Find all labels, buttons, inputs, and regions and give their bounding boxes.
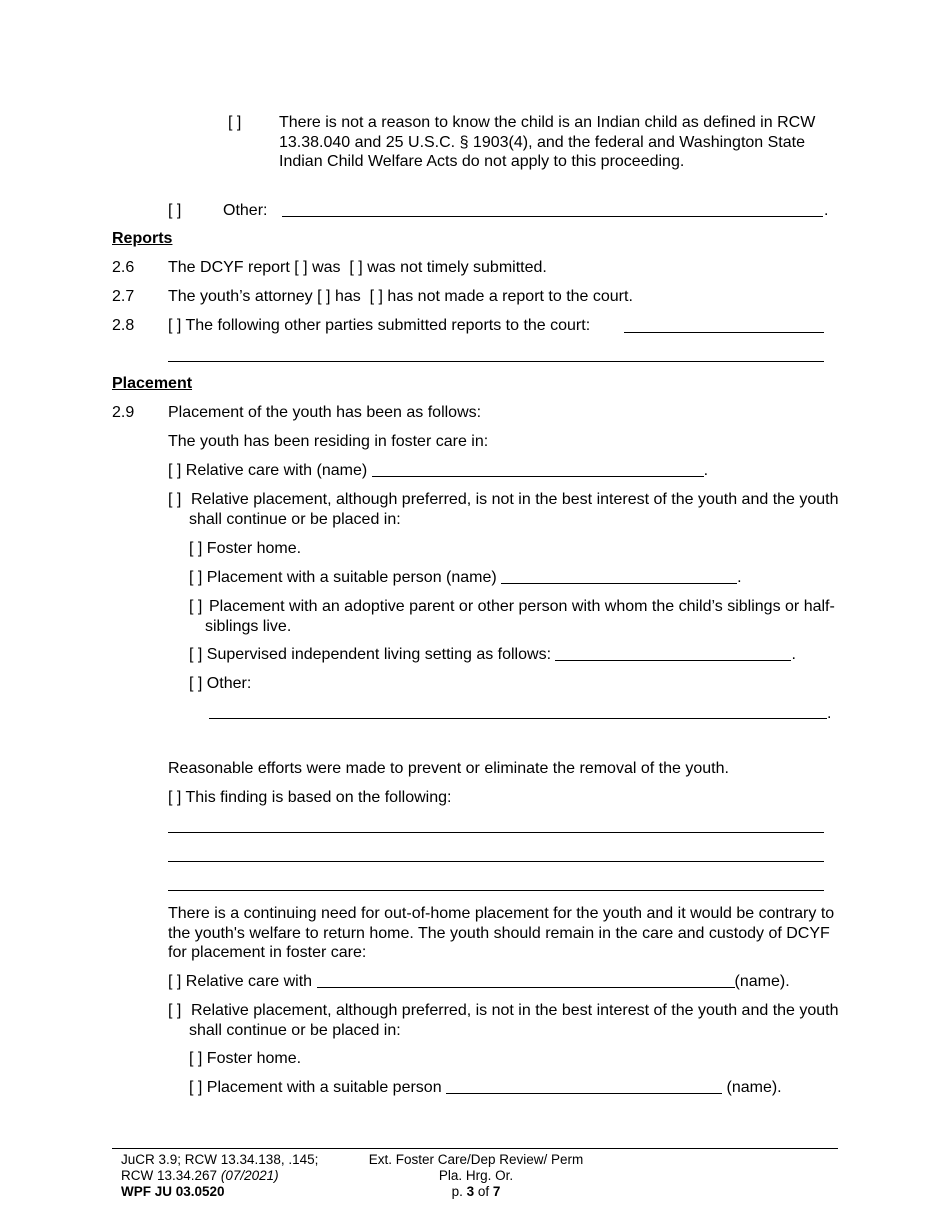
suitable-person2-name-label: (name). — [726, 1079, 782, 1096]
placement-other-checkbox[interactable]: [ ] — [189, 675, 203, 692]
supervised-period: . — [791, 646, 796, 663]
other-checkbox[interactable]: [ ] — [168, 202, 182, 219]
relative-not-best-text: Relative placement, although preferred, is not in the best interest of the youth and the youth shall continue or be placed in: — [189, 491, 839, 528]
was-label: was — [312, 259, 341, 276]
has-not-label: has not made a report to the court. — [387, 288, 633, 305]
has-label: has — [334, 288, 361, 305]
other-parties-checkbox[interactable]: [ ] — [168, 317, 182, 334]
item-2-7 — [168, 287, 633, 307]
other-parties-label: The following other parties submitted reports to the court: — [185, 317, 591, 334]
relative-care-with-item — [168, 972, 790, 992]
foster-home2-item — [189, 1049, 301, 1069]
other-parties-blank-2[interactable] — [168, 361, 824, 362]
footer-revision-date: (07/2021) — [220, 1168, 279, 1183]
suitable-person2-checkbox[interactable]: [ ] — [189, 1079, 203, 1096]
placement-other-blank[interactable] — [209, 718, 827, 719]
was-not-checkbox[interactable]: [ ] — [349, 259, 363, 276]
item-2-8-number: 2.8 — [112, 317, 135, 334]
finding-blank-1[interactable] — [168, 832, 824, 833]
footer-citation-1: JuCR 3.9; RCW 13.34.138, .145; — [121, 1152, 319, 1167]
icwa-not-checkbox[interactable]: [ ] — [228, 114, 242, 131]
relative-care-with-name-label: (name). — [734, 973, 790, 990]
foster-home-item — [189, 539, 301, 559]
relative-care-with-checkbox[interactable]: [ ] — [168, 973, 182, 990]
has-checkbox[interactable]: [ ] — [317, 288, 331, 305]
dcyf-report-label: The DCYF report — [168, 259, 290, 276]
finding-based-item — [168, 788, 451, 808]
relative-not-best2-text: Relative placement, although preferred, is not in the best interest of the youth and the youth shall continue or be placed in: — [189, 1002, 839, 1039]
adoptive-parent-text: Placement with an adoptive parent or other person with whom the child’s siblings or half-siblings live. — [205, 598, 835, 635]
finding-blank-2[interactable] — [168, 861, 824, 862]
relative-care-period: . — [703, 462, 709, 479]
supervised-item — [189, 645, 796, 665]
suitable-person-checkbox[interactable]: [ ] — [189, 569, 203, 586]
supervised-checkbox[interactable]: [ ] — [189, 646, 203, 663]
supervised-blank[interactable] — [555, 645, 791, 661]
suitable-person2-item — [189, 1078, 782, 1098]
item-2-7-number: 2.7 — [112, 288, 135, 305]
adoptive-parent-checkbox[interactable]: [ ] — [189, 598, 203, 615]
foster-home2-checkbox[interactable]: [ ] — [189, 1050, 203, 1067]
other-parties-blank-1[interactable] — [624, 332, 824, 333]
placement-other-item — [189, 674, 251, 694]
suitable-person-item — [189, 568, 742, 588]
finding-based-checkbox[interactable]: [ ] — [168, 789, 182, 806]
other-label: Other: — [223, 202, 268, 219]
footer-center — [365, 1152, 587, 1200]
continuing-need-text: There is a continuing need for out-of-home placement for the youth and it would be contrary to the youth's welfare to return home. The youth should remain in the care and custody of DCYF for placement in foster care: — [168, 905, 835, 961]
relative-care-with-blank[interactable] — [317, 972, 735, 988]
suitable-person-label: Placement with a suitable person (name) — [206, 569, 497, 586]
relative-not-best2-checkbox[interactable]: [ ] — [168, 1002, 182, 1019]
suitable-person-name-blank[interactable] — [501, 568, 737, 584]
was-checkbox[interactable]: [ ] — [294, 259, 308, 276]
attorney-label: The youth’s attorney — [168, 288, 313, 305]
other-blank[interactable] — [282, 216, 823, 217]
footer-left — [121, 1152, 318, 1200]
finding-based-label: This finding is based on the following: — [185, 789, 452, 806]
foster-home-checkbox[interactable]: [ ] — [189, 540, 203, 557]
placement-heading: Placement — [112, 375, 193, 392]
relative-care-checkbox[interactable]: [ ] — [168, 462, 182, 479]
item-2-9-number: 2.9 — [112, 404, 135, 421]
suitable-person2-label: Placement with a suitable person — [206, 1079, 442, 1096]
footer-divider — [112, 1148, 838, 1149]
footer-title-2: Pla. Hrg. Or. — [438, 1168, 514, 1183]
reasonable-efforts-text: Reasonable efforts were made to prevent or eliminate the removal of the youth. — [168, 760, 729, 777]
footer-page-number: p. 3 of 7 — [451, 1184, 501, 1199]
suitable-person2-blank[interactable] — [446, 1078, 722, 1094]
has-not-checkbox[interactable]: [ ] — [369, 288, 383, 305]
relative-care-item — [168, 461, 708, 481]
item-2-8 — [168, 316, 590, 336]
placement-other-label: Other: — [206, 675, 252, 692]
footer-form-number: WPF JU 03.0520 — [121, 1184, 225, 1199]
reports-heading: Reports — [112, 230, 173, 247]
placement-intro: Placement of the youth has been as follows: — [168, 404, 482, 421]
item-2-6 — [168, 258, 547, 278]
suitable-person-period: . — [737, 569, 742, 586]
relative-care-name-blank[interactable] — [372, 461, 704, 477]
placement-other-period: . — [827, 705, 832, 722]
relative-not-best-checkbox[interactable]: [ ] — [168, 491, 182, 508]
foster-home2-label: Foster home. — [206, 1050, 302, 1067]
other-period: . — [824, 202, 829, 219]
item-2-6-number: 2.6 — [112, 259, 135, 276]
residing-text: The youth has been residing in foster care in: — [168, 433, 489, 450]
relative-care-with-label: Relative care with — [185, 973, 313, 990]
was-not-label: was not timely submitted. — [367, 259, 547, 276]
finding-blank-3[interactable] — [168, 890, 824, 891]
supervised-label: Supervised independent living setting as follows: — [206, 646, 552, 663]
foster-home-label: Foster home. — [206, 540, 302, 557]
icwa-not-text: There is not a reason to know the child is an Indian child as defined in RCW 13.38.040 and 25 U.S.C. § 1903(4), and the federal and Washington State Indian Child Welfare Acts do not apply to this proceeding. — [279, 114, 816, 170]
relative-care-label: Relative care with (name) — [185, 462, 368, 479]
footer-title-1: Ext. Foster Care/Dep Review/ Perm — [368, 1152, 584, 1167]
footer-citation-2: RCW 13.34.267 (07/2021) — [121, 1168, 279, 1183]
